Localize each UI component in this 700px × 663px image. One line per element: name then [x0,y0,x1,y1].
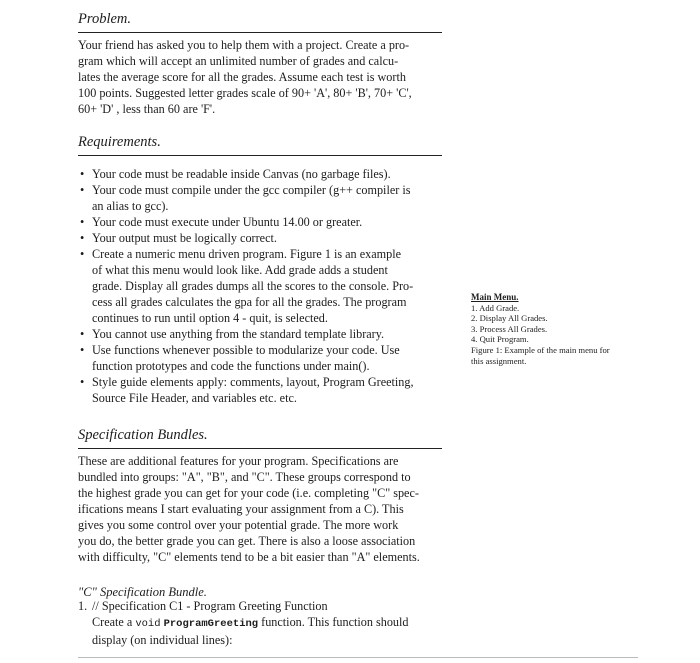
list-item: • You cannot use anything from the standard template library. [80,327,385,341]
text-line: 60+ 'D' , less than 60 are 'F'. [78,102,216,116]
menu-item: 3. Process All Grades. [471,323,548,334]
list-item: • Use functions whenever possible to modularize your code. Use function prototypes and code the functions under main(). [80,343,400,373]
list-item: • Your code must compile under the gcc compiler (g++ compiler is an alias to gcc). [80,183,411,213]
code-void: void [135,618,161,630]
text-line: 100 points. Suggested letter grades scale of 90+ 'A', 80+ 'B', 70+ 'C', [78,86,412,100]
text-line: the highest grade you can get for your code (i.e. completing "C" spec- [78,486,419,500]
spec-description-cont: display (on individual lines): [92,633,233,647]
menu-item: 4. Quit Program. [471,334,529,345]
list-item: • Your output must be logically correct. [80,231,277,245]
requirements-heading: Requirements. [78,133,442,156]
menu-item: 2. Display All Grades. [471,313,548,324]
text-line: lates the average score for all the grades. Assume each test is worth [78,70,406,84]
spec-bundles-paragraph [78,453,440,565]
spec-c1 [78,598,442,648]
figure-caption: this assignment. [471,355,527,366]
bullet-icon: • [80,343,85,357]
page-divider [78,657,638,658]
text-line: gram which will accept an unlimited number of grades and calcu- [78,54,399,68]
requirements-list [78,166,442,406]
bullet-icon: • [80,167,85,181]
spec-bundles-heading: Specification Bundles. [78,426,442,449]
bullet-icon: • [80,247,85,261]
text-line: Your friend has asked you to help them with a project. Create a pro- [78,38,410,52]
text-line: bundled into groups: "A", "B", and "C". These groups correspond to [78,470,411,484]
text-line: with difficulty, "C" elements tend to be a bit easier than "A" elements. [78,550,420,564]
list-item: • Your code must execute under Ubuntu 14.00 or greater. [80,215,363,229]
main-menu-figure [471,292,651,366]
spec-comment: // Specification C1 - Program Greeting Function [92,599,328,613]
bullet-icon: • [80,231,85,245]
code-function-name: ProgramGreeting [163,618,259,630]
list-item: • Create a numeric menu driven program. Figure 1 is an example of what this menu would look like. Add grade adds a student grade. Display all grades dumps all the scores to the console. Pro- cess all grades calculates the gpa for all the grades. The program continues to run until option 4 - quit, is selected. [80,247,414,325]
bullet-icon: • [80,327,85,341]
problem-paragraph [78,37,440,117]
text-line: ifications means I start evaluating your assignment from a C). This [78,502,404,516]
spec-description: Create a void ProgramGreeting function. This function should [92,615,409,630]
menu-item: 1. Add Grade. [471,302,520,313]
item-number: 1. [78,599,88,613]
c-bundle-heading: "C" Specification Bundle. [78,585,207,599]
text-line: gives you some control over your potential grade. The more work [78,518,399,532]
bullet-icon: • [80,375,85,389]
figure-caption: Figure 1: Example of the main menu for [471,344,610,355]
list-item: • Style guide elements apply: comments, layout, Program Greeting, Source File Header, and variables etc. etc. [80,375,414,405]
main-menu-title: Main Menu. [471,292,519,302]
bullet-icon: • [80,183,85,197]
text-line: These are additional features for your program. Specifications are [78,454,399,468]
list-item: • Your code must be readable inside Canvas (no garbage files). [80,167,391,181]
bullet-icon: • [80,215,85,229]
problem-heading: Problem. [78,10,442,33]
text-line: you do, the better grade you can get. There is also a loose association [78,534,416,548]
